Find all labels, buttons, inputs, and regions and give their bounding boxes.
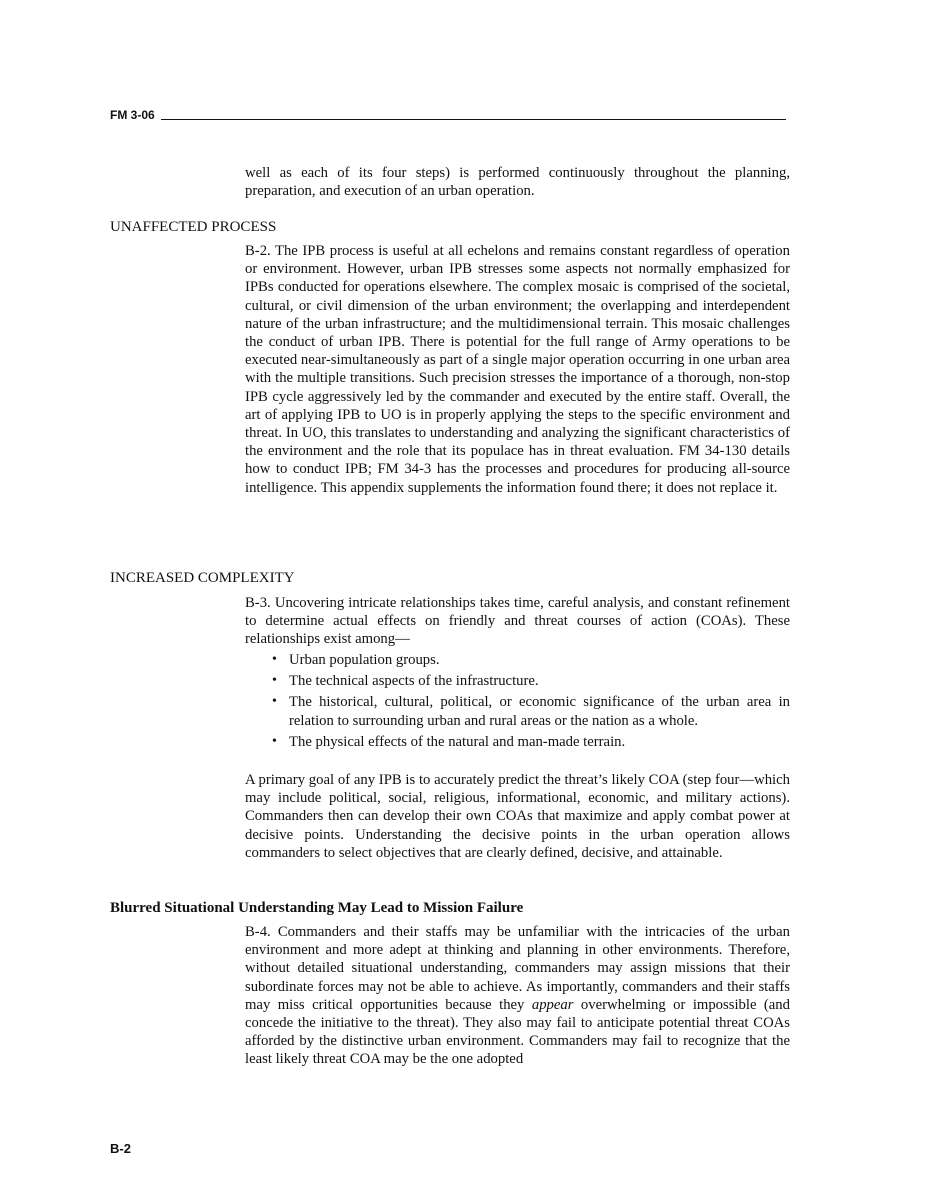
relationships-bullet-list [245,651,790,754]
paragraph-b3: B-3. Uncovering intricate relationships takes time, careful analysis, and constant refinement to determine actual effects on friendly and threat courses of action (COAs). These relationships exist among— [245,595,790,648]
subsection-heading-blurred-situational-understanding: Blurred Situational Understanding May Lead to Mission Failure [110,900,524,916]
emphasis-appear: appear [531,996,574,1013]
intro-continuation-paragraph: well as each of its four steps) is performed continuously throughout the planning, preparation, and execution of an urban operation. [245,165,790,200]
section-heading-increased-complexity: INCREASED COMPLEXITY [110,570,295,586]
paragraph-b3-closing: A primary goal of any IPB is to accurately predict the threat’s likely COA (step four—which may include political, social, religious, informational, economic, and military actions). Commanders then can develop their own COAs that maximize and apply combat power at decisive points. Understanding the decisive points in the urban operation allows commanders to select objectives that are clearly defined, decisive, and attainable. [245,772,790,861]
list-item: • The physical effects of the natural and man-made terrain. [272,733,626,750]
bullet-icon: • [272,652,277,667]
bullet-icon: • [272,673,277,689]
page-number: B-2 [110,1141,131,1156]
header-rule [161,119,786,120]
bullet-icon: • [272,733,277,749]
list-item: • The technical aspects of the infrastructure. [272,673,539,690]
bullet-icon: • [272,694,277,710]
section-heading-unaffected-process: UNAFFECTED PROCESS [110,219,277,235]
running-header [110,108,786,122]
list-item: • Urban population groups. [272,652,440,668]
document-id: FM 3-06 [110,108,155,122]
paragraph-b2: B-2. The IPB process is useful at all echelons and remains constant regardless of operation or environment. However, urban IPB stresses some aspects not normally emphasized for IPBs conducted for operations elsewhere. The complex mosaic is comprised of the societal, cultural, or civil dimension of the urban environment; the overlapping and interdependent nature of the urban infrastructure; and the multidimensional terrain. This mosaic challenges the conduct of urban IPB. There is potential for the full range of Army operations to be executed near-simultaneously as part of a single major operation occurring in one urban area with the multiple transitions. Such precision stresses the importance of a thorough, non-stop IPB cycle aggressively led by the commander and executed by the entire staff. Overall, the art of applying IPB to UO is in properly applying the steps to the specific environment and threat. In UO, this translates to understanding and analyzing the significant characteristics of the environment and the role that its populace has in threat evaluation. FM 34-130 details how to conduct IPB; FM 34-3 has the processes and procedures for producing all-source intelligence. This appendix supplements the information found there; it does not replace it. [245,243,790,496]
paragraph-b4: B-4. Commanders and their staffs may be unfamiliar with the intricacies of the urban environment and more adept at thinking and planning in other environments. Therefore, without detailed situational understanding, commanders may assign missions that their subordinate forces may not be able to achieve. As importantly, commanders and their staffs may miss critical opportunities because they appear overwhelming or impossible (and concede the initiative to the threat). They also may fail to anticipate potential threat COAs afforded by the distinctive urban environment. Commanders may fail to recognize that the least likely threat COA may be the one adopted [245,924,790,1068]
list-item: • The historical, cultural, political, or economic significance of the urban area in relation to surrounding urban and rural areas or the nation as a whole. [272,694,790,729]
